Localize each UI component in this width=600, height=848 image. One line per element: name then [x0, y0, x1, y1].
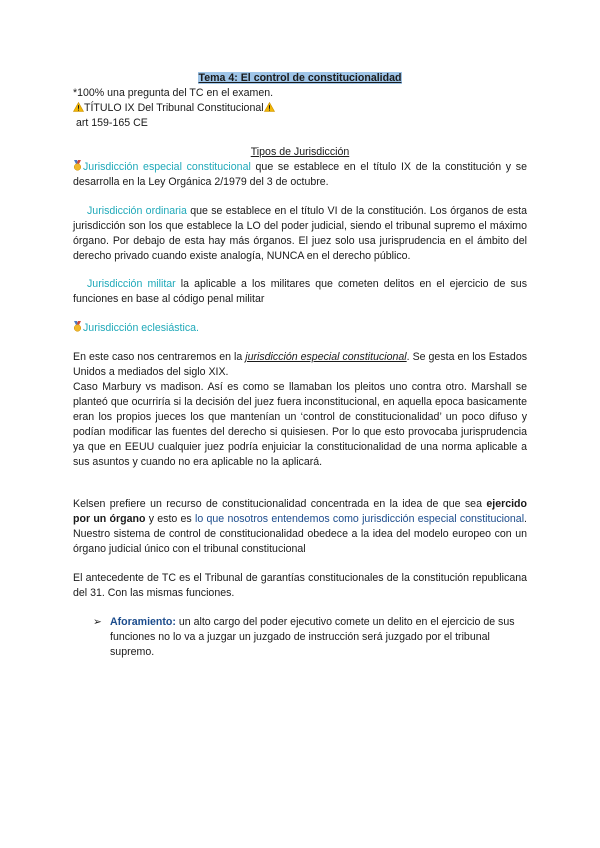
em-especial: jurisdicción especial constitucional	[245, 351, 407, 363]
term-ordinaria: Jurisdicción ordinaria	[87, 205, 187, 217]
list-item	[93, 615, 525, 660]
term-eclesiastica: Jurisdicción eclesiástica.	[83, 322, 199, 334]
title-row	[0, 71, 600, 86]
term-militar: Jurisdicción militar	[87, 278, 176, 290]
term-especial: Jurisdicción especial constitucional	[83, 161, 251, 173]
text-ordinaria: que se establece en el título VI de la constitución. Los órganos de esta jurisdicción son los que establece la LO del poder judicial, siendo el tribunal supremo el máximo órgano. Por debajo de esta hay más órganos. El juez solo usa jurisprudencia en el ámbito del derecho privado cuando existe analogía, NUNCA en el derecho público.	[73, 205, 527, 262]
note-line: *100% una pregunta del TC en el examen.	[73, 87, 274, 99]
text-centraremos-b: . Se gesta en los Estados Unidos a mediados del siglo XIX.	[73, 351, 528, 378]
bullet-text	[110, 615, 525, 660]
warning-icon	[73, 102, 84, 112]
text-kelsen-c: . Nuestro sistema de control de constitucionalidad obedece a la idea del modelo europeo con un órgano judicial único con el tribunal constitucional	[73, 513, 527, 555]
titulo-line	[73, 101, 527, 116]
text-centraremos-a: En este caso nos centraremos en la	[73, 351, 246, 363]
paragraph-especial	[73, 160, 527, 190]
paragraph-antecedente: El antecedente de TC es el Tribunal de garantías constitucionales de la constitución republicana del 31. Con las mismas funciones.	[73, 572, 527, 599]
titulo-text: TÍTULO IX Del Tribunal Constitucional	[84, 102, 264, 114]
warning-icon	[264, 102, 275, 112]
bold-organo: ejercido por un órgano	[73, 498, 527, 525]
arrow-bullet-icon: ➢	[93, 616, 102, 628]
paragraph-eclesiastica	[73, 321, 527, 336]
paragraph-kelsen	[73, 497, 527, 557]
paragraph-militar	[73, 277, 527, 307]
page-title: Tema 4: El control de constitucionalidad	[198, 72, 402, 84]
medal-icon	[73, 321, 82, 332]
text-militar: la aplicable a los militares que cometen delitos en el ejercicio de sus funciones en base al código penal militar	[73, 278, 527, 305]
paragraph-centraremos	[73, 350, 527, 380]
section-heading: Tipos de Jurisdicción	[250, 146, 350, 158]
term-aforamiento: Aforamiento:	[110, 616, 176, 628]
art-line: art 159-165 CE	[73, 117, 148, 129]
text-kelsen-a: Kelsen prefiere un recurso de constitucionalidad concentrada en la idea de que sea	[73, 498, 487, 510]
text-especial: que se establece en el título IX de la constitución y se desarrolla en la Ley Orgánica 2/1979 del 3 de octubre.	[73, 161, 527, 188]
text-kelsen-b: y esto es	[145, 513, 195, 525]
text-aforamiento: un alto cargo del poder ejecutivo comete un delito en el ejercicio de sus funciones no lo va a juzgar un juzgado de instrucción será juzgado por el tribunal supremo.	[110, 616, 515, 658]
paragraph-ordinaria	[73, 204, 527, 264]
blue-especial: lo que nosotros entendemos como jurisdicción especial constitucional	[195, 513, 525, 525]
medal-icon	[73, 160, 82, 171]
paragraph-marbury: Caso Marbury vs madison. Así es como se llamaban los pleitos uno contra otro. Marshall se planteó que ocurriría si la decisión del juez fuera inconstitucional, en aquella epoca basicamente eran los propios jueces los que mantenían un ‘control de constitucionalidad’ un poco difuso y podían modificar las fuentes del derecho si quisiesen. Por lo que esto provocaba jurisprudencia ya que en EEUU cualquier juez podría enjuiciar la constitucionalidad de una norma aplicable a sus asuntos y cuando no era aplicable no la aplicará.	[73, 381, 527, 468]
